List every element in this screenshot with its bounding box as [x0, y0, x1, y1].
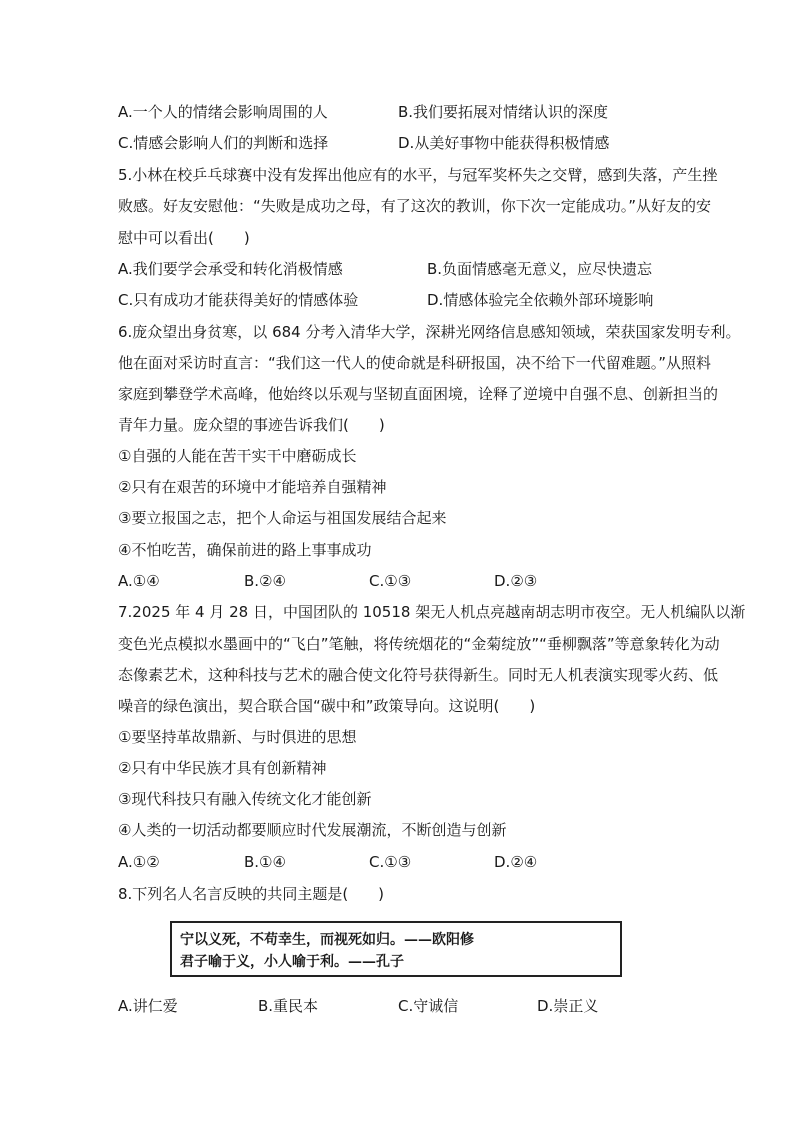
q8-option-d: D.崇正义 [537, 997, 599, 1015]
q6-option-a: A.①④ [118, 572, 160, 590]
q4-option-d: D.从美好事物中能获得积极情感 [398, 134, 610, 152]
q7-item-1: ①要坚持革故鼎新、与时俱进的思想 [118, 728, 357, 746]
q4-option-b: B.我们要拓展对情绪认识的深度 [398, 103, 609, 121]
q5-stem-line-2: 败感。好友安慰他：“失败是成功之母，有了这次的教训，你下次一定能成功。”从好友的安 [118, 197, 712, 215]
q6-item-2: ②只有在艰苦的环境中才能培养自强精神 [118, 478, 387, 496]
q6-option-b: B.②④ [244, 572, 286, 590]
q7-stem-line-3: 态像素艺术，这种科技与艺术的融合使文化符号获得新生。同时无人机表演实现零火药、低 [118, 666, 719, 684]
quote-line-1: 宁以义死，不苟幸生，而视死如归。——欧阳修 [180, 932, 474, 948]
q5-option-a: A.我们要学会承受和转化消极情感 [118, 260, 343, 278]
q8-stem: 8.下列名人名言反映的共同主题是( ) [118, 885, 385, 903]
q7-option-a: A.①② [118, 853, 160, 871]
q5-option-b: B.负面情感毫无意义，应尽快遗忘 [427, 260, 653, 278]
quote-box [170, 921, 622, 977]
q8-option-b: B.重民本 [258, 997, 319, 1015]
q5-stem-line-1: 5.小林在校乒乓球赛中没有发挥出他应有的水平，与冠军奖杯失之交臂，感到失落，产生挫 [118, 166, 718, 184]
q6-stem-line-4: 青年力量。庞众望的事迹告诉我们( ) [118, 416, 385, 434]
q7-item-4: ④人类的一切活动都要顺应时代发展潮流，不断创造与创新 [118, 821, 507, 839]
q7-option-c: C.①③ [369, 853, 412, 871]
q7-item-2: ②只有中华民族才具有创新精神 [118, 759, 327, 777]
q7-stem-line-4: 噪音的绿色演出，契合联合国“碳中和”政策导向。这说明( ) [118, 697, 536, 715]
q6-item-4: ④不怕吃苦，确保前进的路上事事成功 [118, 541, 372, 559]
q7-stem-line-1: 7.2025 年 4 月 28 日，中国团队的 10518 架无人机点亮越南胡志明市夜空。无人机编队以渐 [118, 603, 746, 621]
q6-stem-line-3: 家庭到攀登学术高峰，他始终以乐观与坚韧直面困境，诠释了逆境中自强不息、创新担当的 [118, 385, 719, 403]
q7-option-d: D.②④ [494, 853, 538, 871]
q6-option-d: D.②③ [494, 572, 538, 590]
q7-item-3: ③现代科技只有融入传统文化才能创新 [118, 790, 372, 808]
q5-option-d: D.情感体验完全依赖外部环境影响 [427, 291, 654, 309]
quote-line-2: 君子喻于义，小人喻于利。——孔子 [180, 954, 404, 970]
q7-stem-line-2: 变色光点模拟水墨画中的“飞白”笔触，将传统烟花的“金菊绽放”“垂柳飘落”等意象转化为动 [118, 635, 720, 653]
q8-option-c: C.守诚信 [398, 997, 459, 1015]
q5-stem-line-3: 慰中可以看出( ) [118, 229, 250, 247]
q4-option-c: C.情感会影响人们的判断和选择 [118, 134, 329, 152]
q6-stem-line-2: 他在面对采访时直言：“我们这一代人的使命就是科研报国，决不给下一代留难题。”从照料 [118, 354, 712, 372]
q6-item-1: ①自强的人能在苦干实干中磨砺成长 [118, 447, 357, 465]
q6-stem-line-1: 6.庞众望出身贫寒，以 684 分考入清华大学，深耕光网络信息感知领域，荣获国家发明专利。 [118, 323, 741, 341]
q4-option-a: A.一个人的情绪会影响周围的人 [118, 103, 328, 121]
q6-item-3: ③要立报国之志，把个人命运与祖国发展结合起来 [118, 509, 447, 527]
q6-option-c: C.①③ [369, 572, 412, 590]
q5-option-c: C.只有成功才能获得美好的情感体验 [118, 291, 359, 309]
q8-option-a: A.讲仁爱 [118, 997, 178, 1015]
q7-option-b: B.①④ [244, 853, 286, 871]
